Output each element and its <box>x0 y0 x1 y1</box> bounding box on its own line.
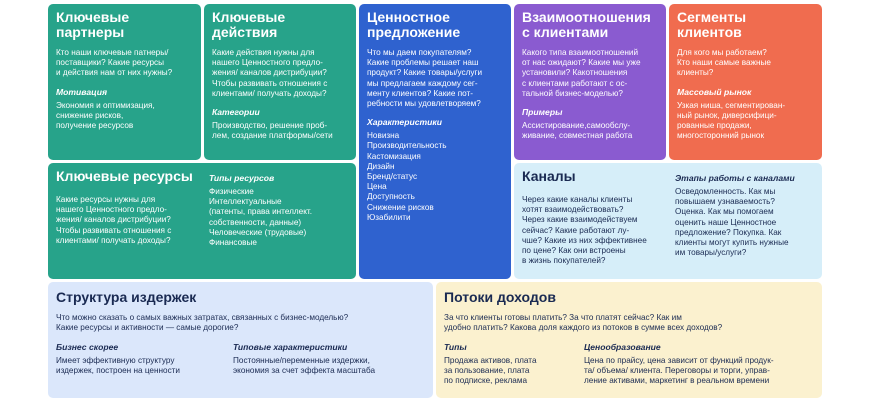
key-resources-subtitle: Типы ресурсов <box>209 173 275 183</box>
key-actions-title: Ключевые действия <box>212 9 286 40</box>
channels-title: Каналы <box>522 168 576 184</box>
value-proposition-items: Новизна Производительность Кастомизация Дизайн Бренд/статус Цена Доступность Снижение рисков Юзабилити <box>367 131 447 222</box>
key-resources-items: Физические Интеллектуальные (патенты, права интеллект. собственности, данные) Человеческие (трудовые) Финансовые <box>209 187 313 248</box>
revenue-streams-subtitle-2: Ценообразование <box>584 342 661 352</box>
customer-relationships-title: Взаимоотношения с клиентами <box>522 9 651 40</box>
value-proposition-subtitle: Характеристики <box>367 117 442 128</box>
key-resources-block <box>48 163 356 279</box>
customer-relationships-block <box>514 4 666 160</box>
customer-relationships-subtitle: Примеры <box>522 107 563 118</box>
key-resources-title: Ключевые ресурсы <box>56 168 193 184</box>
revenue-streams-text: За что клиенты готовы платить? За что платят сейчас? Как им удобно платить? Какова доля каждого из потоков в сумме всех доходов? <box>444 313 723 333</box>
customer-segments-text: Для кого мы работаем? Кто наши самые важные клиенты? <box>677 48 771 78</box>
cost-structure-subtitle-1: Бизнес скорее <box>56 342 119 352</box>
revenue-streams-title: Потоки доходов <box>444 289 556 305</box>
cost-structure-items-1: Имеет эффективную структуру издержек, построен на ценности <box>56 356 180 376</box>
channels-items: Осведомленность. Как мы повышаем узнаваемость? Оценка. Как мы помогаем оценить наше Ценностное предложение? Покупка. Как клиенты могут купить нужные им товары/услуги? <box>675 187 789 258</box>
key-resources-text: Какие ресурсы нужны для нашего Ценностного предло- жения/ каналов дистрибуции? Чтобы развивать отношения с клиентами/ получать доходы? <box>56 195 172 245</box>
key-actions-subtitle: Категории <box>212 107 260 118</box>
key-actions-text: Какие действия нужны для нашего Ценностного предло- жения/ каналов дистрибуции? Чтобы развивать отношения с клиентами/ получать доходы? <box>212 48 328 98</box>
revenue-streams-subtitle-1: Типы <box>444 342 467 352</box>
key-partners-text: Кто наши ключевые патнеры/ поставщики? Какие ресурсы и действия нам от них нужны? <box>56 48 173 78</box>
channels-subtitle: Этапы работы с каналами <box>675 173 795 183</box>
cost-structure-title: Структура издержек <box>56 289 197 305</box>
key-partners-items: Экономия и оптимизация, снижение рисков, получение ресурсов <box>56 100 155 131</box>
channels-text: Через какие каналы клиенты хотят взаимодействовать? Через какие взаимодействуем сейчас? Какие работают лу- чше? Какие из них эффективнее по цене? Как они встроены в жизнь покупателей? <box>522 195 647 266</box>
customer-segments-block <box>669 4 822 160</box>
customer-relationships-text: Какого типа взаимоотношений от нас ожидают? Какие мы уже установили? Какотношения с клиентами работают с ос- тальной бизнес-моделью? <box>522 48 641 98</box>
revenue-streams-items-1: Продажа активов, плата за пользование, плата по подписке, реклама <box>444 356 537 386</box>
key-actions-items: Производство, решение проб- лем, создание платформы/сети <box>212 121 333 141</box>
value-proposition-title: Ценностное предложение <box>367 9 461 40</box>
cost-structure-text: Что можно сказать о самых важных затратах, связанных с бизнес-моделью? Какие ресурсы и активности — самые дорогие? <box>56 313 349 333</box>
value-proposition-block <box>359 4 511 279</box>
revenue-streams-items-2: Цена по прайсу, цена зависит от функций продук- та/ объема/ клиента. Переговоры и торги, управ- ление активами, маркетинг в реальном времени <box>584 356 774 386</box>
cost-structure-block <box>48 282 433 398</box>
channels-block <box>514 163 822 279</box>
customer-segments-subtitle: Массовый рынок <box>677 86 752 97</box>
key-partners-subtitle: Мотивация <box>56 86 108 97</box>
customer-segments-items: Узкая ниша, сегментирован- ный рынок, диверсифици- рованные продажи, многосторонний рынок <box>677 100 786 141</box>
customer-segments-title: Сегменты клиентов <box>677 9 747 40</box>
key-partners-title: Ключевые партнеры <box>56 9 130 40</box>
value-proposition-text: Что мы даем покупателям? Какие проблемы решает наш продукт? Какие товары/услуги мы предлагаем каждому сег- менту клиентов? Какие пот- ребности мы удовлетворяем? <box>367 48 483 109</box>
cost-structure-subtitle-2: Типовые характеристики <box>233 342 348 352</box>
key-partners-block <box>48 4 201 160</box>
revenue-streams-block <box>436 282 822 398</box>
cost-structure-items-2: Постоянные/переменные издержки, экономия за счет эффекта масштаба <box>233 356 376 376</box>
customer-relationships-items: Ассистирование,самообслу- живание, совместная работа <box>522 121 633 141</box>
key-actions-block <box>204 4 356 160</box>
